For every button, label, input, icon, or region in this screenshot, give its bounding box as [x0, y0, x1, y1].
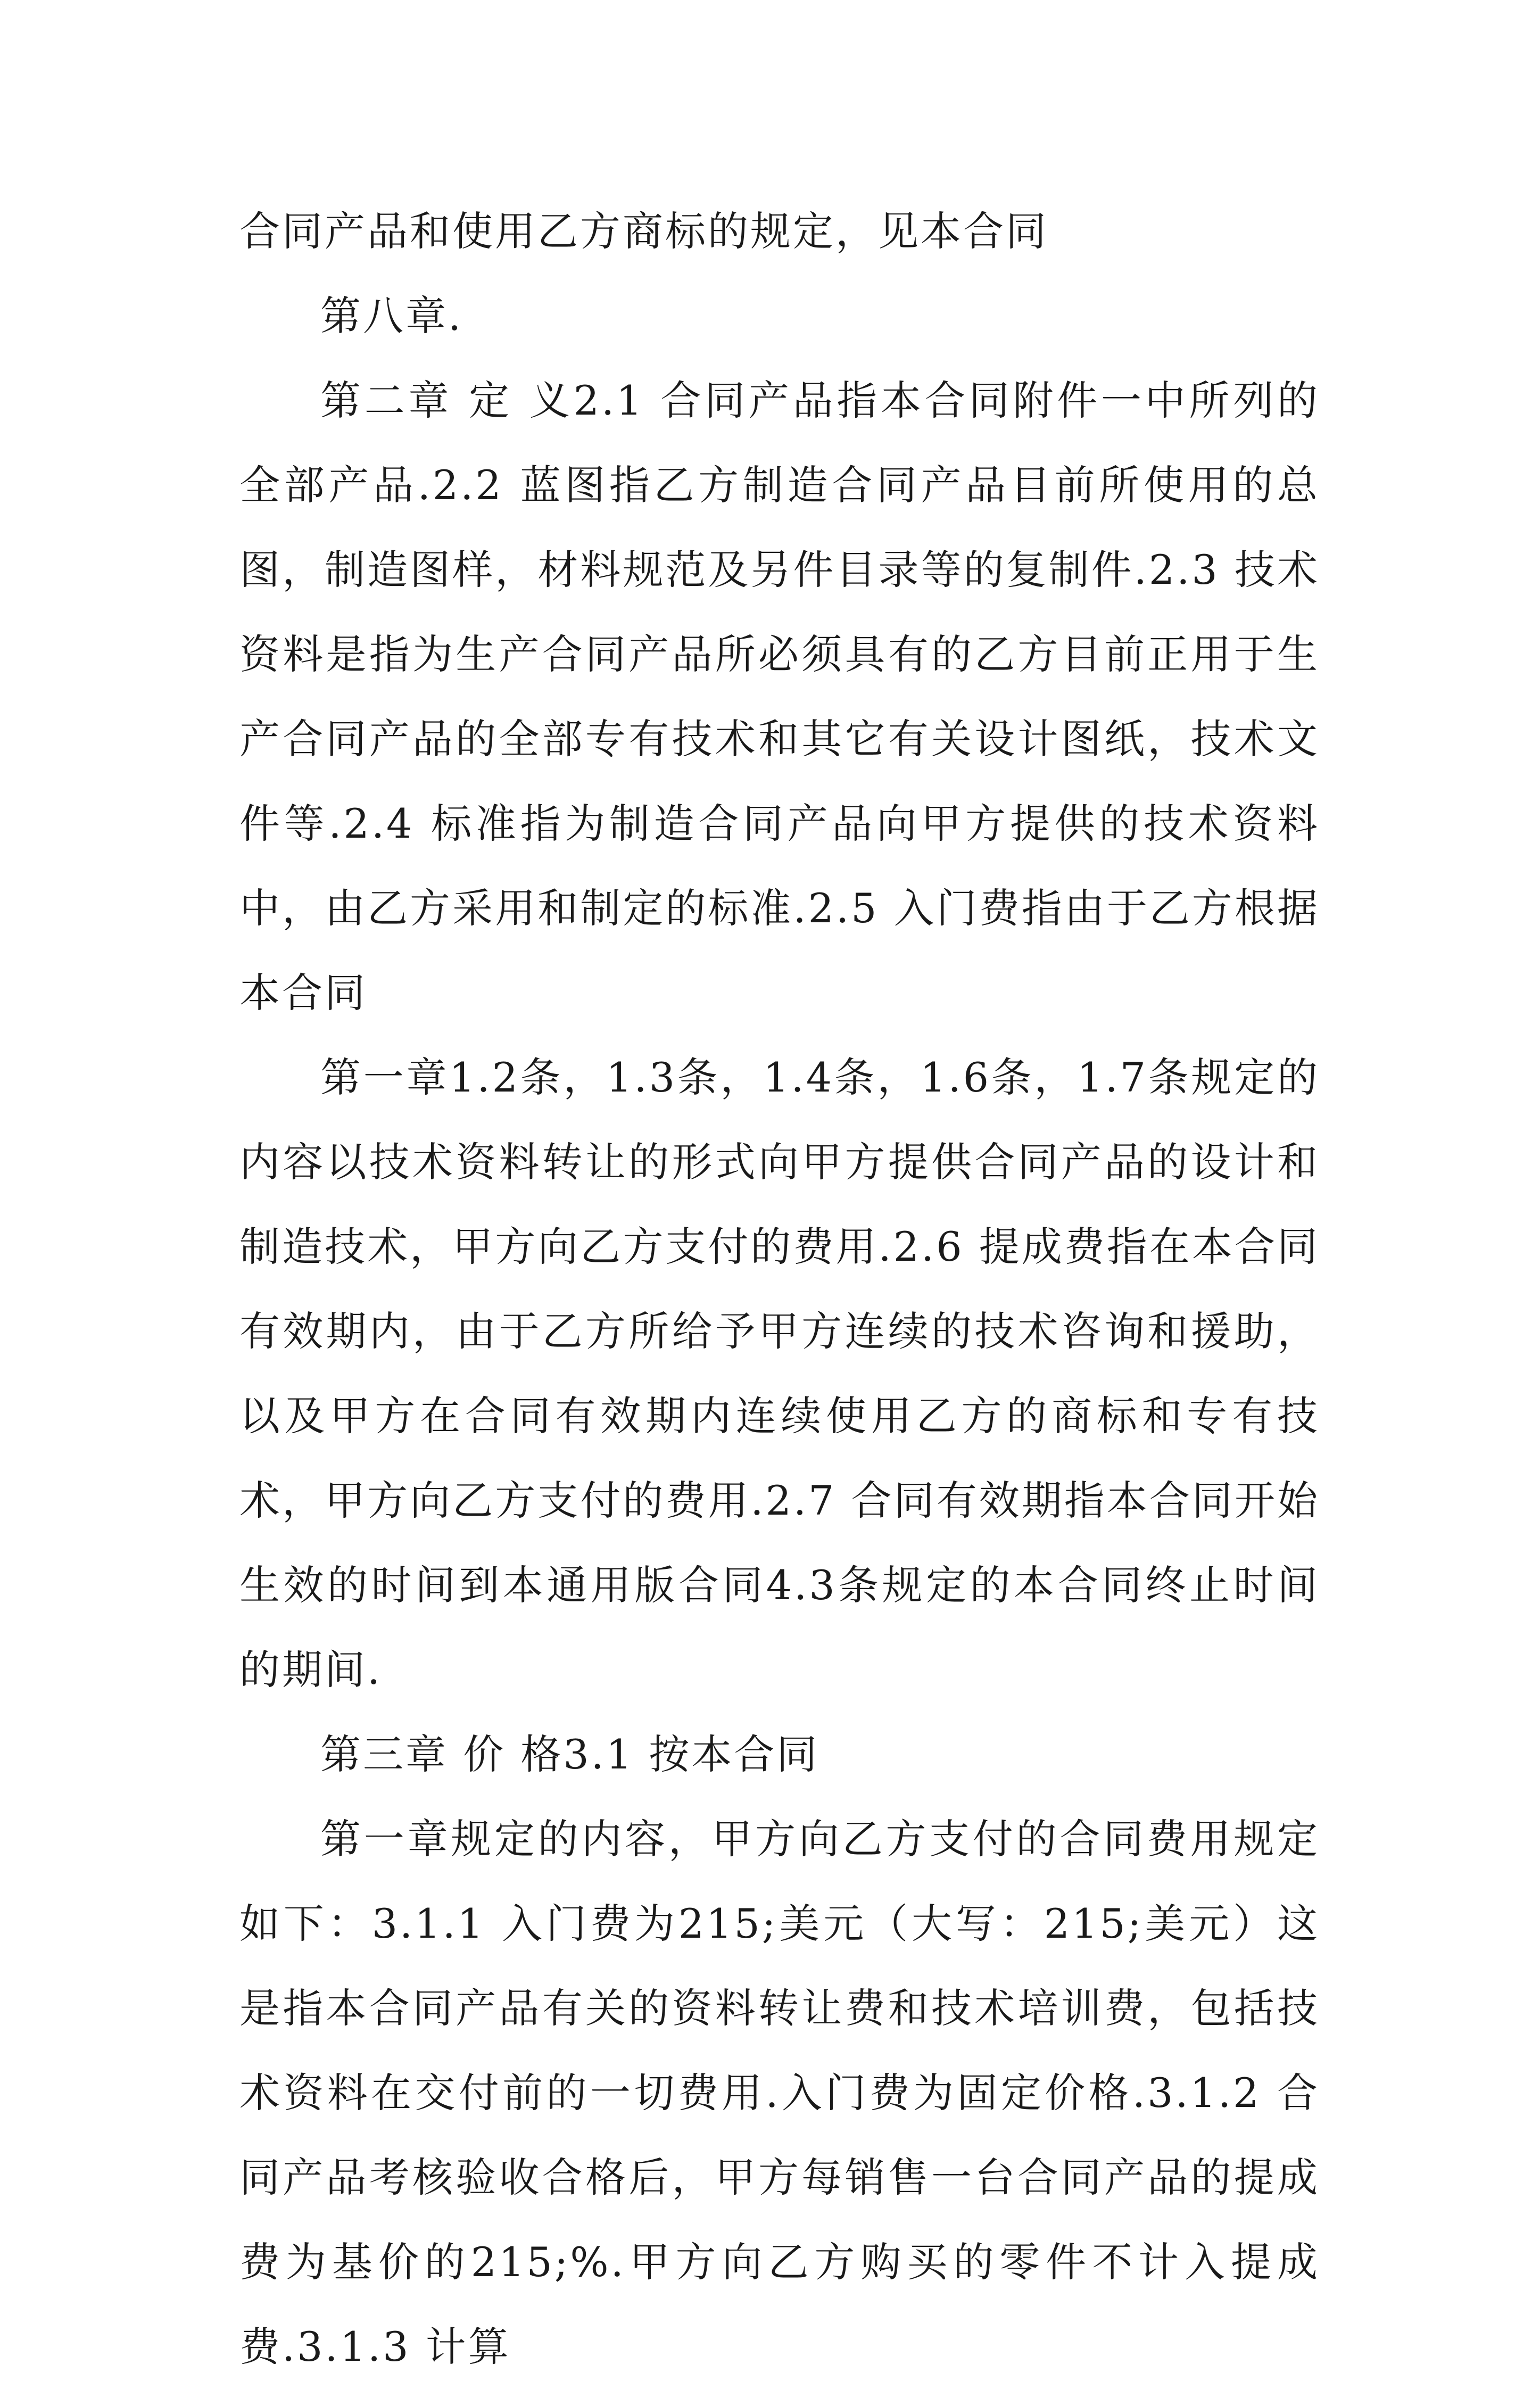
paragraph-price-heading: 第三章 价 格3.1 按本合同: [320, 1731, 819, 1778]
paragraph-fees-definitions: 第一章1.2条，1.3条，1.4条，1.6条，1.7条规定的内容以技术资料转让的形式向甲方提供合同产品的设计和制造技术，甲方向乙方支付的费用.2.6 提成费指在本合同有效期内，由于乙方所给予甲方连续的技术咨询和援助，以及甲方在合同有效期内连续使用乙方的商标和专有技术，甲方向乙方支付的费用.2.7 合同有效期指本合同开始生效的时间到本通用版合同4.3条规定的本合同终止时间的期间.: [239, 1054, 1320, 1693]
paragraph-chapter-eight: 第八章.: [320, 292, 463, 340]
paragraph-definitions: 第二章 定 义2.1 合同产品指本合同附件一中所列的全部产品.2.2 蓝图指乙方制造合同产品目前所使用的总图，制造图样，材料规范及另件目录等的复制件.2.3 技术资料是指为生产合同产品所必须具有的乙方目前正用于生产合同产品的全部专有技术和其它有关设计图纸，技术文件等.2.4 标准指为制造合同产品向甲方提供的技术资料中，由乙方采用和制定的标准.2.5 入门费指由于乙方根据本合同: [239, 377, 1320, 1016]
contract-text-body: [239, 189, 1320, 2389]
paragraph-continuation: 合同产品和使用乙方商标的规定，见本合同: [239, 208, 1048, 255]
paragraph-price-details: 第一章规定的内容，甲方向乙方支付的合同费用规定如下：3.1.1 入门费为215;美元（大写：215;美元）这是指本合同产品有关的资料转让费和技术培训费，包括技术资料在交付前的一切费用.入门费为固定价格.3.1.2 合同产品考核验收合格后，甲方每销售一台合同产品的提成费为基价的215;%.甲方向乙方购买的零件不计入提成费.3.1.3 计算: [239, 1815, 1320, 2370]
